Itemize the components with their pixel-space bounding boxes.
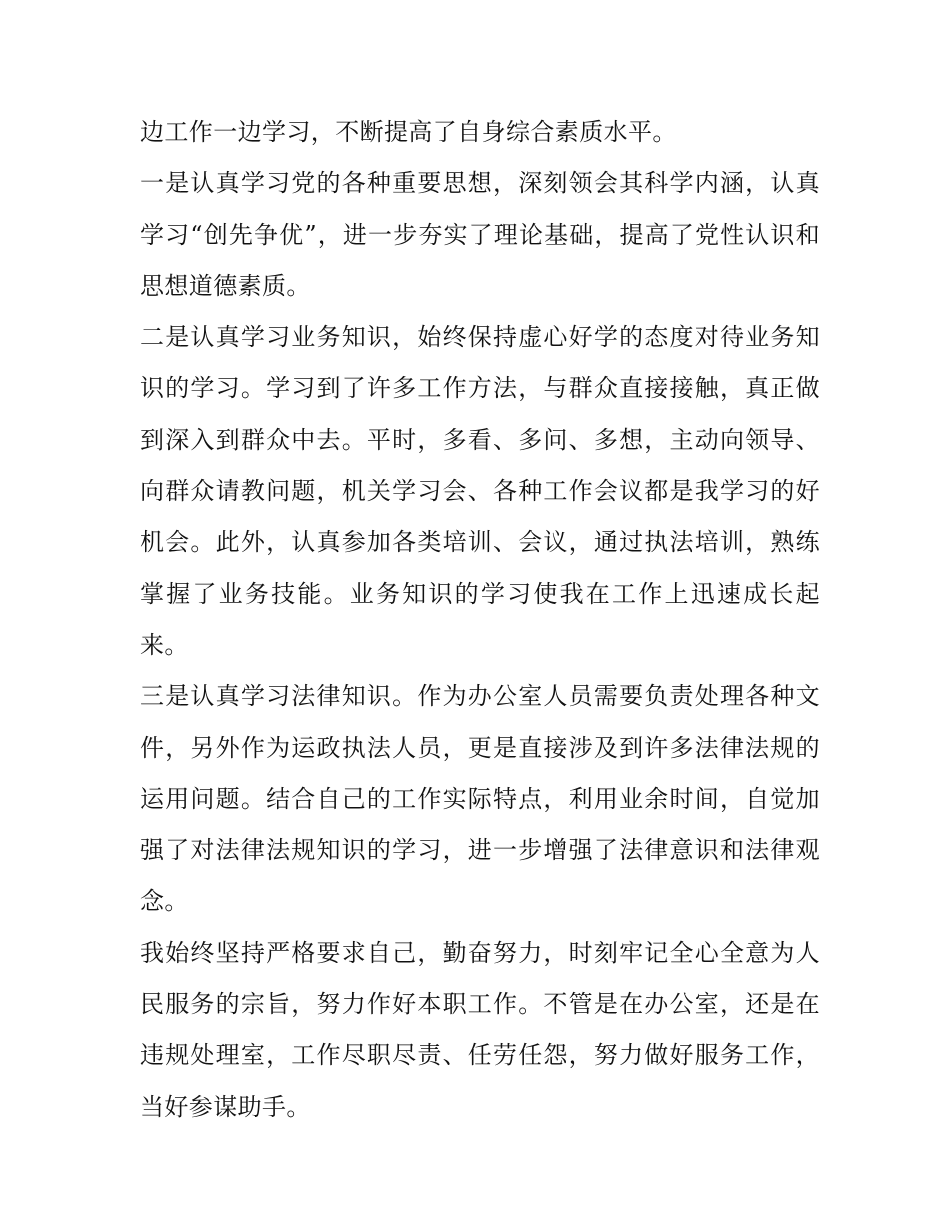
paragraph-intro-continuation: 边工作一边学习，不断提高了自身综合素质水平。 xyxy=(140,118,677,146)
paragraph-theory-study: 一是认真学习党的各种重要思想，深刻领会其科学内涵，认真学习“创先争优”，进一步夯实了理论基础，提高了党性认识和思想道德素质。 xyxy=(140,169,820,300)
document-body xyxy=(140,107,820,1133)
paragraph-law-study: 三是认真学习法律知识。作为办公室人员需要负责处理各种文件，另外作为运政执法人员，更是直接涉及到许多法律法规的运用问题。结合自己的工作实际特点，利用业余时间，自觉加强了对法律法规知识的学习，进一步增强了法律意识和法律观念。 xyxy=(140,682,820,916)
paragraph-work-attitude: 我始终坚持严格要求自己，勤奋努力，时刻牢记全心全意为人民服务的宗旨，努力作好本职工作。不管是在办公室，还是在违规处理室，工作尽职尽责、任劳任怨，努力做好服务工作，当好参谋助手。 xyxy=(140,938,820,1121)
paragraph-business-study: 二是认真学习业务知识，始终保持虚心好学的态度对待业务知识的学习。学习到了许多工作方法，与群众直接接触，真正做到深入到群众中去。平时，多看、多问、多想，主动向领导、向群众请教问题，机关学习会、各种工作会议都是我学习的好机会。此外，认真参加各类培训、会议，通过执法培训，熟练掌握了业务技能。业务知识的学习使我在工作上迅速成长起来。 xyxy=(140,323,820,659)
